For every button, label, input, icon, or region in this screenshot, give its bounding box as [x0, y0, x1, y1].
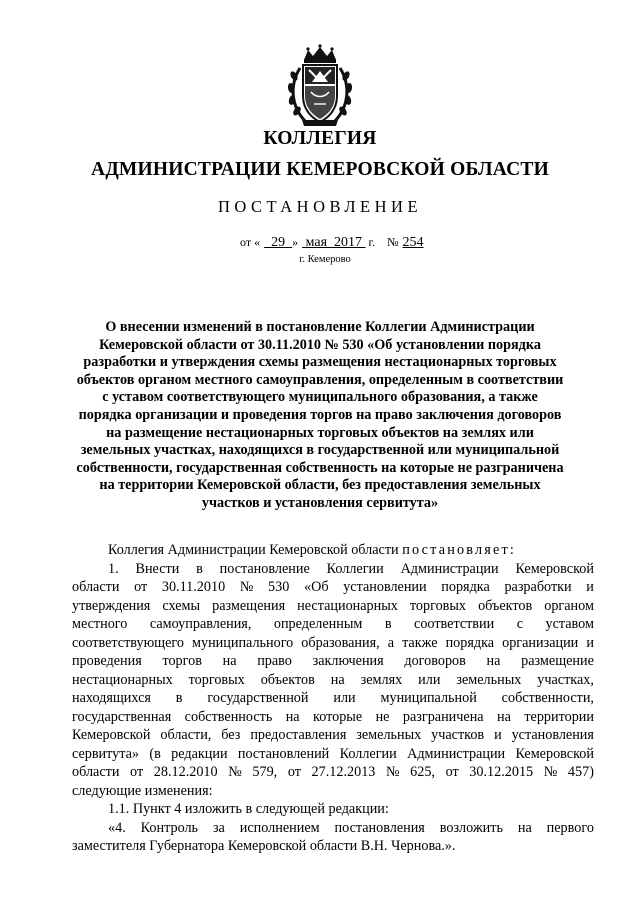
- word: на: [517, 819, 532, 836]
- word: соответствующего: [72, 634, 184, 651]
- word: порядка: [445, 634, 495, 651]
- word: в: [175, 690, 183, 706]
- date-prefix: от «: [240, 235, 261, 249]
- body-line: [72, 671, 594, 690]
- title-line: разработки и утверждения схемы размещения нестационарных торговых: [83, 354, 557, 371]
- date-year-suffix: г.: [368, 235, 376, 249]
- organization-name-line1: КОЛЛЕГИЯ: [263, 128, 377, 149]
- word: 579,: [252, 764, 278, 780]
- date-number-line: [240, 235, 424, 251]
- word: самоуправления,: [149, 616, 252, 632]
- city-name: г. Кемерово: [299, 254, 351, 265]
- word: на: [330, 671, 345, 688]
- word: землях: [360, 671, 403, 688]
- word: от: [445, 764, 459, 780]
- body-line: [72, 745, 594, 764]
- word: 28.12.2010: [153, 764, 218, 780]
- word: проведения: [72, 653, 142, 669]
- word: 1.: [108, 560, 119, 577]
- word: разработки: [504, 579, 572, 595]
- word: установления: [511, 727, 594, 743]
- word: Кемеровской: [515, 560, 594, 577]
- word: а: [387, 634, 395, 651]
- word: Контроль: [140, 819, 199, 836]
- word: Коллегии: [339, 745, 397, 762]
- word: земельных: [356, 727, 422, 743]
- word: участках,: [537, 671, 594, 688]
- word: от: [130, 764, 144, 780]
- body-line: [72, 597, 594, 616]
- word: постановления: [334, 819, 425, 836]
- word: торгов: [162, 653, 202, 669]
- body-line: [72, 726, 594, 745]
- word: первого: [546, 819, 594, 836]
- word: области,: [160, 727, 212, 743]
- title-line: Кемеровской области от 30.11.2010 № 530 «Об установлении порядка: [99, 336, 541, 353]
- word: размещение: [521, 653, 594, 669]
- word: области: [72, 764, 120, 780]
- word: Внести: [135, 560, 180, 577]
- body-line: [72, 652, 594, 671]
- word: 30.12.2015: [469, 764, 534, 780]
- date-day: 29: [271, 235, 286, 250]
- word: схемы: [162, 597, 201, 614]
- word: «4.: [108, 819, 126, 836]
- word: от: [287, 764, 301, 780]
- word: 457): [567, 764, 594, 780]
- word: исполнением: [239, 819, 320, 836]
- document-title: [70, 319, 570, 513]
- date-month: мая 2017: [305, 235, 363, 250]
- word: муниципального: [192, 634, 294, 651]
- word: (в: [149, 745, 161, 762]
- word: уставом: [545, 616, 594, 632]
- word: Коллегии: [326, 560, 384, 577]
- document-type: ПОСТАНОВЛЕНИЕ: [217, 197, 423, 216]
- word: или: [418, 671, 441, 688]
- word: нестационарных: [297, 597, 398, 614]
- word: от: [134, 579, 148, 595]
- body-line: [72, 763, 594, 782]
- word: на: [486, 653, 501, 669]
- number-sign: №: [387, 235, 399, 249]
- word: соответствии: [414, 616, 495, 632]
- word: на: [497, 708, 511, 725]
- document-body: [72, 541, 594, 856]
- word: Кемеровской: [72, 727, 151, 743]
- word: установлении: [343, 579, 427, 595]
- body-line: [72, 578, 594, 597]
- word: организации: [502, 634, 579, 651]
- word: Администрации: [400, 560, 499, 577]
- title-line: участков и установления сервитута»: [201, 494, 439, 511]
- word: 27.12.2013: [311, 764, 376, 780]
- body-line: [72, 560, 594, 579]
- word: находящихся: [72, 690, 151, 706]
- word: и: [494, 727, 502, 743]
- word: также: [402, 634, 438, 651]
- body-line: заместителя Губернатора Кемеровской области В.Н. Чернова.».: [72, 838, 456, 854]
- title-line: на территории Кемеровской области, без предоставления земельных: [99, 477, 541, 494]
- title-line: собственности, государственная собственность на которые не разграничена: [76, 459, 564, 476]
- word: заключения: [312, 653, 384, 669]
- word: №: [228, 764, 242, 780]
- body-line: 1.1. Пункт 4 изложить в следующей редакции:: [108, 801, 389, 817]
- word: собственность: [184, 708, 273, 725]
- body-line: [72, 708, 594, 727]
- word: и: [586, 634, 594, 651]
- word: муниципальной: [380, 690, 477, 706]
- title-line: порядка организации и проведения торгов на право заключения договоров: [78, 406, 562, 423]
- word: местного: [72, 616, 128, 632]
- word: редакции: [171, 745, 228, 762]
- word: утверждения: [72, 597, 151, 614]
- body-line: [72, 819, 594, 838]
- word: территории: [524, 708, 594, 725]
- word: с: [516, 616, 523, 632]
- coat-of-arms-icon: [286, 44, 354, 130]
- word: предоставления: [250, 727, 347, 743]
- body-line: [72, 615, 594, 634]
- word: органом: [544, 597, 594, 614]
- intro-text: Коллегия Администрации Кемеровской области: [108, 542, 399, 558]
- word: которые: [313, 708, 363, 725]
- word: постановление: [219, 560, 310, 577]
- word: в: [196, 560, 203, 577]
- word: определенным: [273, 616, 363, 632]
- title-line: О внесении изменений в постановление Коллегии Администрации: [105, 319, 535, 335]
- word: №: [239, 579, 254, 595]
- word: торговых: [188, 671, 245, 688]
- word: в: [384, 616, 392, 632]
- word: земельных: [456, 671, 522, 688]
- word: за: [212, 819, 225, 836]
- body-line: следующие изменения:: [72, 782, 213, 799]
- body-line: [72, 634, 594, 653]
- body-line: [72, 689, 594, 708]
- word: объектов: [478, 597, 533, 614]
- word: порядка: [441, 579, 490, 595]
- word: постановлений: [237, 745, 330, 762]
- word: право: [257, 653, 292, 669]
- word: или: [333, 690, 356, 706]
- word: Кемеровской: [515, 745, 594, 762]
- word: №: [543, 764, 558, 780]
- word: договоров: [404, 653, 466, 669]
- intro-decree-word: постановляет:: [402, 542, 517, 558]
- word: возложить: [439, 819, 503, 836]
- word: «Об: [303, 579, 329, 595]
- word: объектов: [260, 671, 315, 688]
- word: 530: [268, 579, 290, 595]
- date-mid: »: [292, 235, 299, 249]
- word: 30.11.2010: [161, 579, 226, 595]
- body-intro: [72, 541, 594, 560]
- word: и: [586, 579, 594, 595]
- word: разграничена: [402, 708, 484, 725]
- document-number: 254: [402, 235, 424, 250]
- word: Администрации: [407, 745, 506, 762]
- word: торговых: [409, 597, 467, 614]
- word: нестационарных: [72, 671, 173, 688]
- word: государственной: [207, 690, 309, 706]
- word: размещения: [212, 597, 286, 614]
- word: на: [285, 708, 300, 725]
- word: собственности,: [501, 690, 594, 706]
- title-line: с уставом соответствующего муниципального образования, а также: [102, 389, 538, 406]
- word: участков: [431, 727, 485, 743]
- word: без: [221, 727, 241, 743]
- title-line: на размещение нестационарных торговых объектов на землях или: [106, 424, 534, 441]
- organization-name-line2: АДМИНИСТРАЦИИ КЕМЕРОВСКОЙ ОБЛАСТИ: [91, 159, 549, 180]
- title-line: земельных участках, находящихся в государственной или муниципальной: [80, 442, 560, 459]
- word: не: [375, 708, 390, 725]
- word: на: [222, 653, 237, 669]
- word: 625,: [410, 764, 435, 780]
- title-line: объектов органом местного самоуправления, определенным в соответствии: [76, 371, 564, 388]
- word: сервитута»: [72, 745, 140, 762]
- word: области: [72, 579, 120, 595]
- word: образования,: [301, 634, 380, 651]
- word: государственная: [72, 708, 172, 725]
- word: №: [385, 764, 400, 780]
